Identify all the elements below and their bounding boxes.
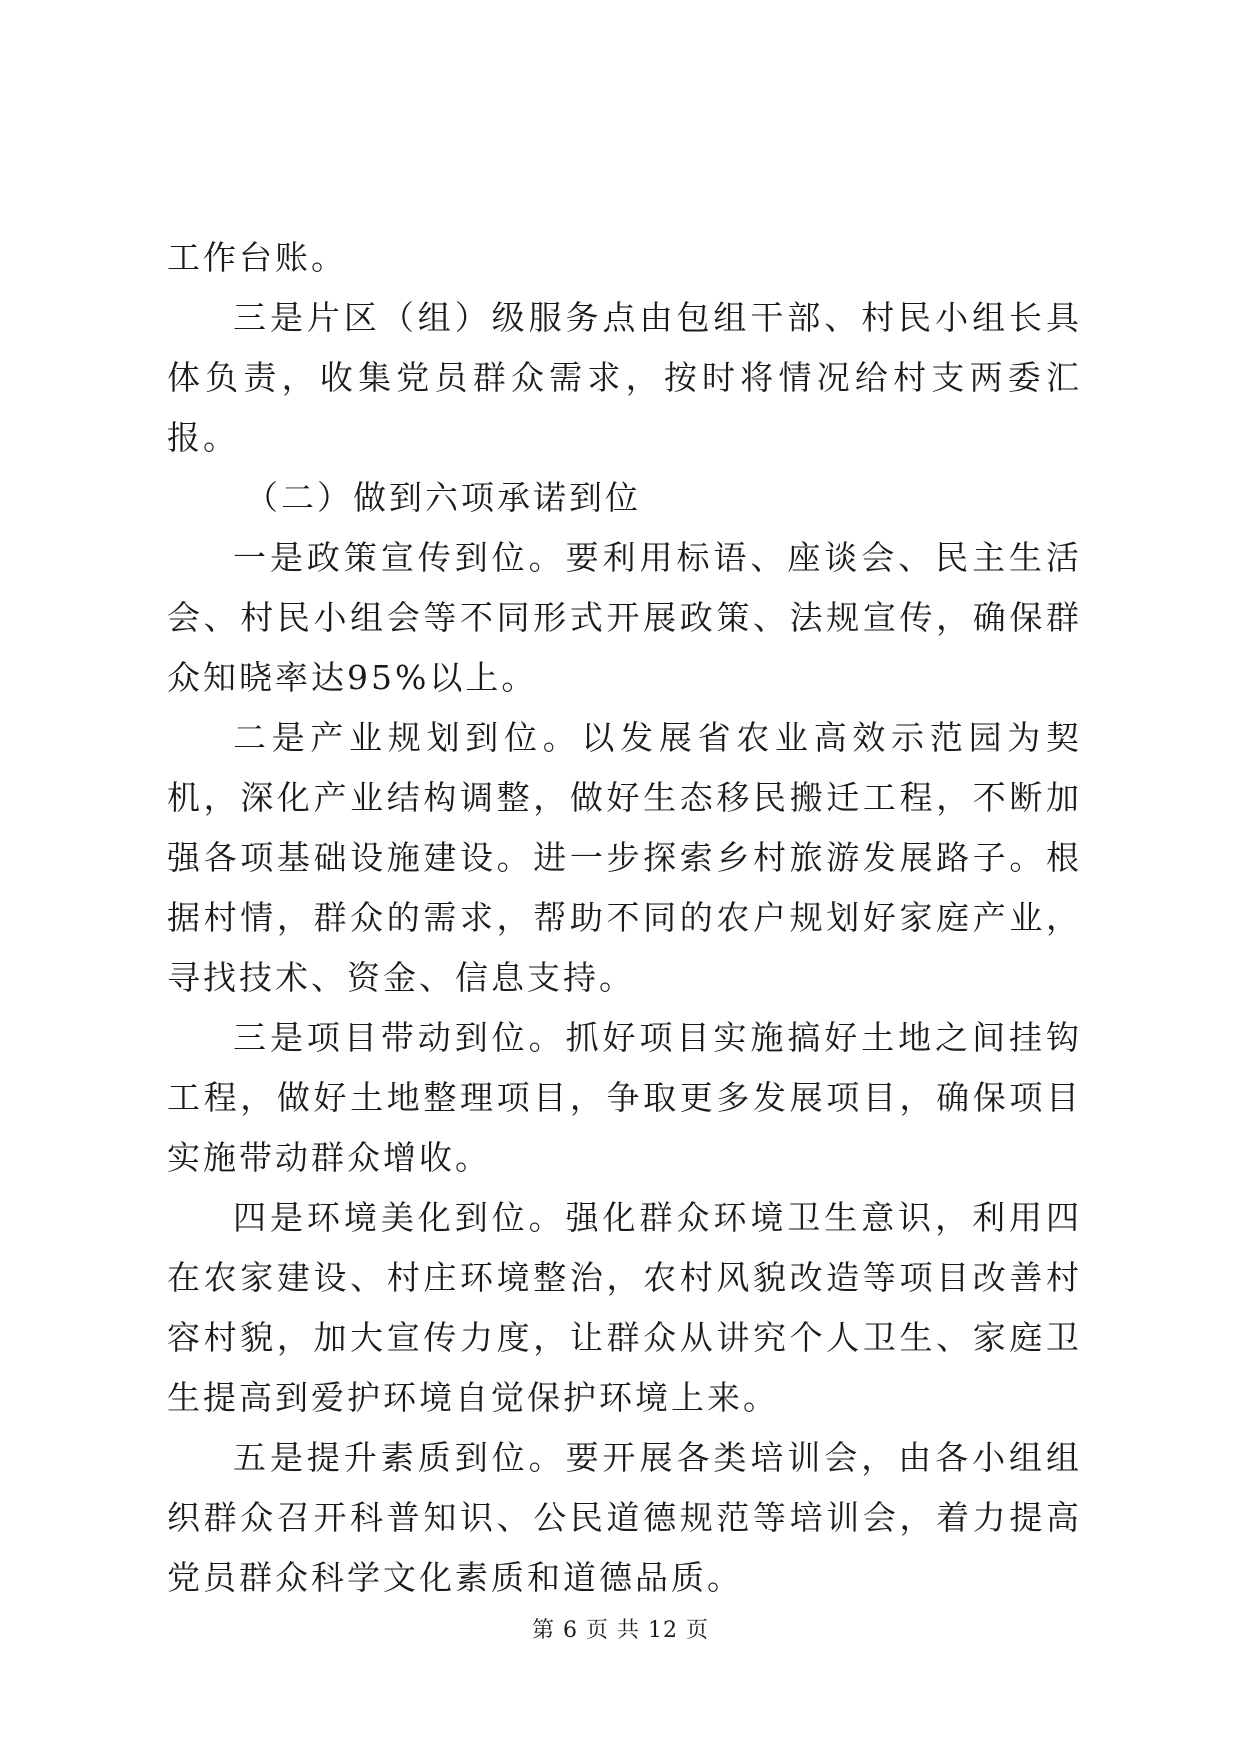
paragraph-item-three-project: 三是项目带动到位。抓好项目实施搞好土地之间挂钩工程，做好土地整理项目，争取更多发展项目，确保项目实施带动群众增收。: [167, 1018, 1082, 1177]
page-number-footer: 第 6 页 共 12 页: [532, 1618, 709, 1643]
paragraph-item-five-quality: 五是提升素质到位。要开展各类培训会，由各小组组织群众召开科普知识、公民道德规范等培训会，着力提高党员群众科学文化素质和道德品质。: [167, 1438, 1082, 1597]
paragraph-item-three-service-point: 三是片区（组）级服务点由包组干部、村民小组长具体负责，收集党员群众需求，按时将情况给村支两委汇报。: [167, 298, 1082, 457]
document-body: [167, 228, 1082, 1608]
section-heading: （二）做到六项承诺到位: [245, 478, 641, 517]
paragraph-item-one-policy: 一是政策宣传到位。要利用标语、座谈会、民主生活会、村民小组会等不同形式开展政策、法规宣传，确保群众知晓率达95%以上。: [167, 538, 1082, 697]
paragraph-item-four-environment: 四是环境美化到位。强化群众环境卫生意识，利用四在农家建设、村庄环境整治，农村风貌改造等项目改善村容村貌，加大宣传力度，让群众从讲究个人卫生、家庭卫生提高到爱护环境自觉保护环境上来。: [167, 1198, 1082, 1417]
paragraph-item-two-industry: 二是产业规划到位。以发展省农业高效示范园为契机，深化产业结构调整，做好生态移民搬迁工程，不断加强各项基础设施建设。进一步探索乡村旅游发展路子。根据村情，群众的需求，帮助不同的农户规划好家庭产业，寻找技术、资金、信息支持。: [167, 718, 1082, 997]
paragraph-continuation: 工作台账。: [167, 238, 347, 277]
